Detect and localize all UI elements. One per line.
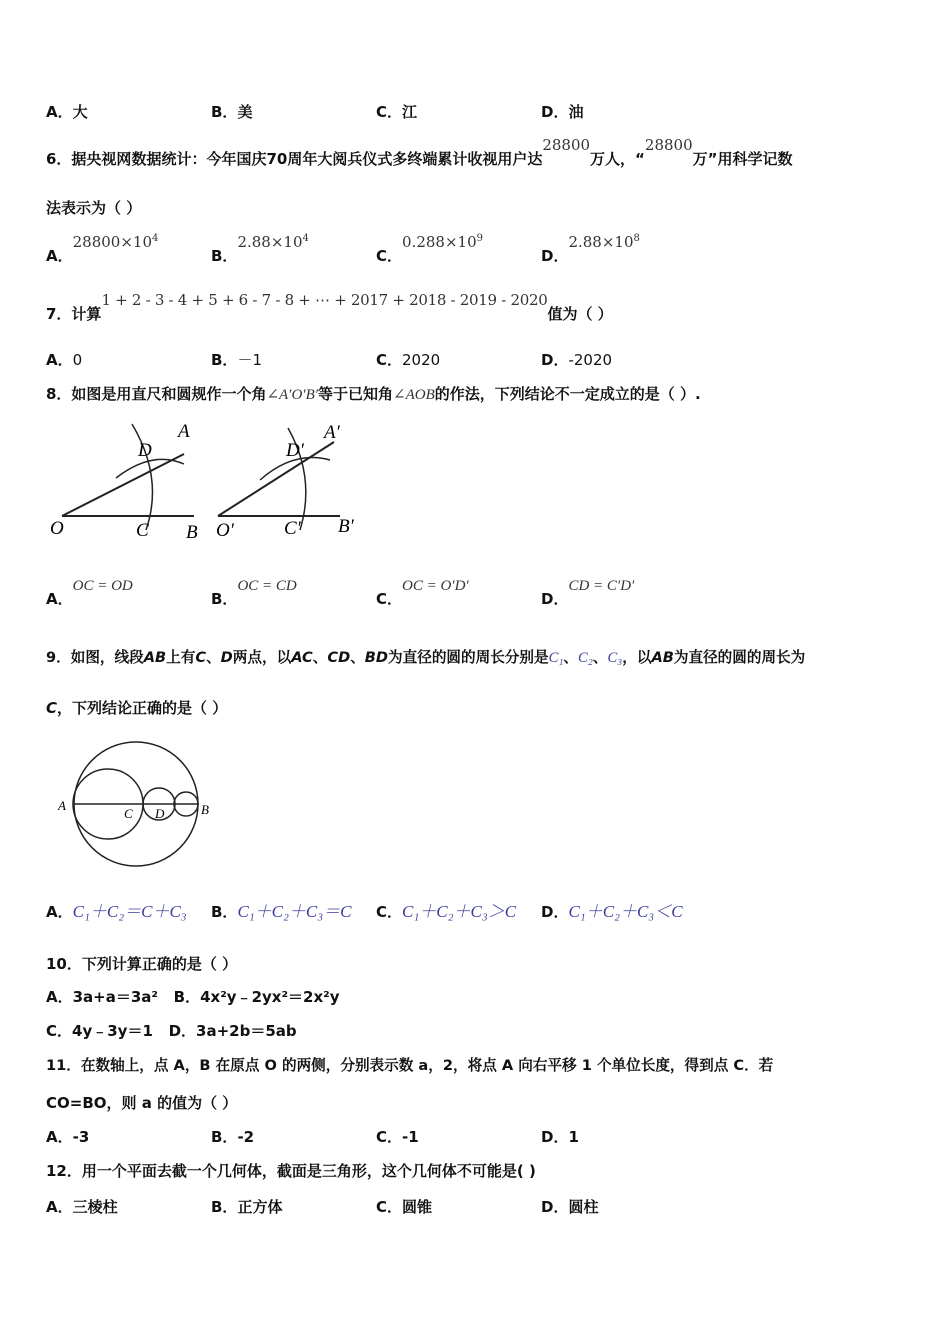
q7-option-a: A．0 <box>46 351 83 369</box>
q9-option-d: D．C₁＋C₂＋C₃＜C <box>541 902 683 921</box>
label-d: D <box>138 440 152 461</box>
label-b: B <box>186 522 198 543</box>
label-d: D <box>155 806 165 821</box>
q12-option-c: C．圆锥 <box>376 1198 433 1216</box>
q12-option-b: B．正方体 <box>211 1198 283 1216</box>
q7-option-d: D．-2020 <box>541 351 613 369</box>
q10-options-cd <box>46 1021 297 1041</box>
q10-option-d: D．3a+2b＝5ab <box>168 1022 297 1040</box>
q11-option-a: A．-3 <box>46 1128 90 1146</box>
q8-stem: 8．如图是用直尺和圆规作一个角∠A′O′B′等于已知角∠AOB的作法，下列结论不一定成立的是（ ）. <box>46 385 701 403</box>
q8-option-b: B．OC = CD <box>211 578 297 608</box>
label-d-prime: D′ <box>286 440 304 461</box>
q11-stem-line2: CO=BO，则 a 的值为（ ） <box>46 1094 238 1112</box>
q8-option-a: A．OC = OD <box>46 578 133 608</box>
q5-option-a: A．大 <box>46 103 88 121</box>
q9-option-b: B．C₁＋C₂＋C₃＝C <box>211 902 352 921</box>
label-a: A <box>58 798 66 813</box>
q6-option-c: C．$0.288\times 10^9$ <box>376 233 483 265</box>
q8-figure-copied-angle <box>216 422 355 541</box>
label-o-prime: O′ <box>216 520 234 541</box>
q6-option-a: A．$28800\times 10^4$ <box>46 233 159 265</box>
q9-option-c: C．C₁＋C₂＋C₃＞C <box>376 902 517 921</box>
label-b: B <box>201 802 209 817</box>
q11-stem-line1: 11．在数轴上，点 A，B 在原点 O 的两侧，分别表示数 a，2，将点 A 向右平移 1 个单位长度，得到点 C．若 <box>46 1057 774 1074</box>
q9-stem-line2: C，下列结论正确的是（ ） <box>46 699 228 717</box>
q5-option-b: B．美 <box>211 103 253 121</box>
label-a-prime: A′ <box>324 422 340 443</box>
q7-option-b: B．－1 <box>211 351 262 369</box>
q12-option-a: A．三棱柱 <box>46 1198 118 1216</box>
ray-o-a-prime <box>218 442 334 516</box>
q10-stem: 10．下列计算正确的是（ ） <box>46 955 238 973</box>
label-c-prime: C′ <box>284 518 301 539</box>
label-c: C <box>124 806 133 821</box>
q7-option-c: C．2020 <box>376 351 441 369</box>
q10-option-c: C．4y﹣3y＝1 <box>46 1022 153 1040</box>
q8-construction-figures <box>44 418 374 546</box>
q5-option-d: D．油 <box>541 103 584 121</box>
q12-stem: 12．用一个平面去截一个几何体，截面是三角形，这个几何体不可能是( ) <box>46 1162 536 1180</box>
q11-option-d: D．1 <box>541 1128 579 1146</box>
q10-option-a: A．3a+a＝3a² <box>46 988 158 1006</box>
q6-stem-line2: 法表示为（ ） <box>46 199 142 217</box>
q6-option-b: B．$2.88\times 10^4$ <box>211 233 309 265</box>
q6-stem-line1: 6．据央视网数据统计：今年国庆70周年大阅兵仪式多终端累计收视用户达28800万人，“28800万”用科学记数 <box>46 136 793 168</box>
q10-option-b: B．4x²y﹣2yx²＝2x²y <box>173 988 340 1006</box>
q11-option-c: C．-1 <box>376 1128 419 1146</box>
label-c: C <box>136 520 149 541</box>
label-a: A <box>178 421 190 442</box>
q8-figure-original-angle <box>50 421 198 543</box>
q5-option-c: C．江 <box>376 103 418 121</box>
q9-circles-figure <box>56 736 216 872</box>
q6-option-d: D．$2.88\times 10^8$ <box>541 233 640 265</box>
q11-option-b: B．-2 <box>211 1128 255 1146</box>
ray-oa <box>62 454 184 516</box>
q9-stem-line1: 9．如图，线段AB上有C、D两点，以AC、CD、BD为直径的圆的周长分别是C₁、C₂、C₃，以AB为直径的圆的周长为 <box>46 649 806 666</box>
q8-option-c: C．OC = O′D′ <box>376 578 469 608</box>
q9-option-a: A．C₁＋C₂＝C＋C₃ <box>46 902 187 921</box>
q10-options-ab <box>46 987 340 1007</box>
q7-stem: 7．计算1 + 2 - 3 - 4 + 5 + 6 - 7 - 8 + ⋯ + 2017 + 2018 - 2019 - 2020值为（ ） <box>46 291 613 323</box>
label-b-prime: B′ <box>338 516 354 537</box>
q8-option-d: D．CD = C′D′ <box>541 578 635 608</box>
label-o: O <box>50 518 64 539</box>
q12-option-d: D．圆柱 <box>541 1198 599 1216</box>
